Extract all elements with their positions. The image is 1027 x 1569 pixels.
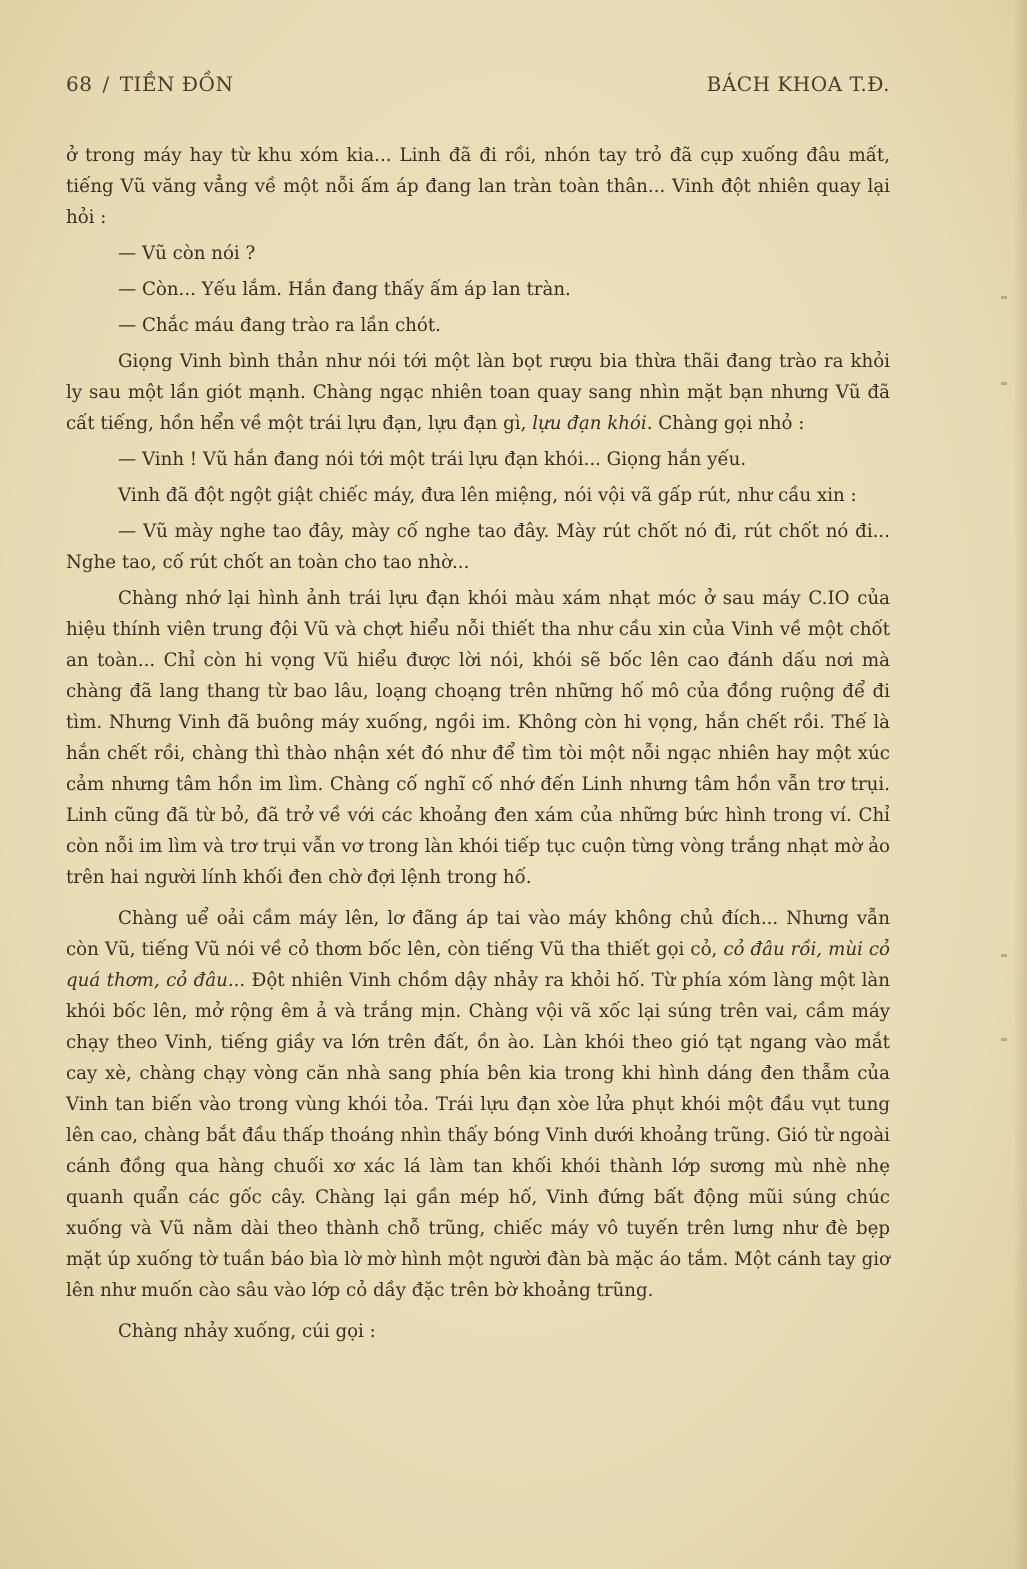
paragraph-text: Giọng Vinh bình thản như nói tới một làn bọt rượu bia thừa thãi đang trào ra khỏi ly sau một lần giót mạnh. Chàng ngạc nhiên toan quay sang nhìn mặt bạn nhưng Vũ đã cất tiếng, hồn hển về một trái lựu đạn, lựu đạn gì, <box>66 351 890 434</box>
section-title: TIỀN ĐỒN <box>119 72 234 96</box>
paragraph-text: Đột nhiên Vinh chồm dậy nhảy ra khỏi hố. Từ phía xóm làng một làn khói bốc lên, mở rộng êm ả và trắng mịn. Chàng vội vã xốc lại súng trên vai, cầm máy chạy theo Vinh, tiếng giầy va lớn trên đất, ồn ào. Làn khói theo gió tạt ngang vào mắt cay xè, chàng chạy vòng căn nhà sang phía bên kia trong khi hình dáng đen thẫm của Vinh tan biến vào trong vùng khói tỏa. Trái lựu đạn xòe lửa phụt khói một đầu vụt tung lên cao, chàng bắt đầu thấp thoáng nhìn thấy bóng Vinh dưới khoảng trũng. Gió từ ngoài cánh đồng qua hàng chuối xơ xác lá làm tan khối khói thành lớp sương mù nhè nhẹ quanh quẩn các gốc cây. Chàng lại gần mép hố, Vinh đứng bất động mũi súng chúc xuống và Vũ nằm dài theo thành chỗ trũng, chiếc máy vô tuyến trên lưng như đè bẹp mặt úp xuống tờ tuần báo bìa lờ mờ hình một người đàn bà mặc áo tắm. Một cánh tay giơ lên như muốn cào sâu vào lớp cỏ dầy đặc trên bờ khoảng trũng. <box>66 970 890 1301</box>
paragraph <box>66 346 890 439</box>
paragraph-text: Chàng gọi nhỏ : <box>652 413 805 434</box>
scan-mark <box>1001 954 1007 957</box>
scan-mark <box>1001 382 1007 385</box>
publication-title: BÁCH KHOA T.Đ. <box>706 72 890 96</box>
scan-mark <box>1001 296 1007 299</box>
paragraph: Vinh đã đột ngột giật chiếc máy, đưa lên miệng, nói vội vã gấp rút, như cầu xin : <box>118 485 857 506</box>
emphasis-text: cỏ đâu rồi, mùi cỏ quá thơm, cỏ đâu... <box>66 939 890 991</box>
header-separator: / <box>102 72 110 96</box>
dialogue-line: — Vũ còn nói ? <box>118 243 256 264</box>
paragraph: ở trong máy hay từ khu xóm kia... Linh đã đi rồi, nhón tay trỏ đã cụp xuống đâu mất, tiếng Vũ văng vẳng về một nỗi ấm áp đang lan tràn toàn thân... Vinh đột nhiên quay lại hỏi : <box>66 145 890 228</box>
page-edge-shadow <box>1013 0 1027 1569</box>
page-header <box>66 72 890 102</box>
paragraph <box>66 903 890 1306</box>
dialogue-line: — Vinh ! Vũ hắn đang nói tới một trái lựu đạn khói... Giọng hắn yếu. <box>118 449 747 470</box>
paragraph: Chàng nhớ lại hình ảnh trái lựu đạn khói màu xám nhạt móc ở sau máy C.IO của hiệu thính viên trung đội Vũ và chợt hiểu nỗi thiết tha như cầu xin của Vinh về một chốt an toàn... Chỉ còn hi vọng Vũ hiểu được lời nói, khói sẽ bốc lên cao đánh dấu nơi mà chàng đã lang thang từ bao lâu, loạng choạng trên những hố mô của đồng ruộng để đi tìm. Nhưng Vinh đã buông máy xuống, ngồi im. Không còn hi vọng, hắn chết rồi. Thế là hắn chết rồi, chàng thì thào nhận xét đó như để tìm tòi một nỗi ngạc nhiên hay một xúc cảm nhưng tâm hồn im lìm. Chàng cố nghĩ cố nhớ đến Linh nhưng tâm hồn vẫn trơ trụi. Linh cũng đã từ bỏ, đã trở về với các khoảng đen xám của những bức hình trong ví. Chỉ còn nỗi im lìm và trơ trụi vẫn vơ trong làn khói tiếp tục cuộn từng vòng trắng nhạt mờ ảo trên hai người lính khối đen chờ đợi lệnh trong hố. <box>66 588 890 888</box>
dialogue-line: — Vũ mày nghe tao đây, mày cố nghe tao đây. Mày rút chốt nó đi, rút chốt nó đi... Nghe tao, cố rút chốt an toàn cho tao nhờ... <box>66 521 890 573</box>
emphasis-text: lựu đạn khói. <box>532 413 653 434</box>
header-left <box>66 72 233 96</box>
paragraph: Chàng nhảy xuống, cúi gọi : <box>118 1321 376 1342</box>
scan-mark <box>1001 1038 1007 1041</box>
article-body <box>66 140 890 1347</box>
page-number: 68 <box>66 72 93 96</box>
dialogue-line: — Còn... Yếu lắm. Hắn đang thấy ấm áp lan tràn. <box>118 279 571 300</box>
paragraph-text: Chàng uể oải cầm máy lên, lơ đãng áp tai vào máy không chủ đích... Nhưng vẫn còn Vũ, tiếng Vũ nói về cỏ thơm bốc lên, còn tiếng Vũ tha thiết gọi cỏ, <box>66 908 890 960</box>
dialogue-line: — Chắc máu đang trào ra lần chót. <box>118 315 441 336</box>
